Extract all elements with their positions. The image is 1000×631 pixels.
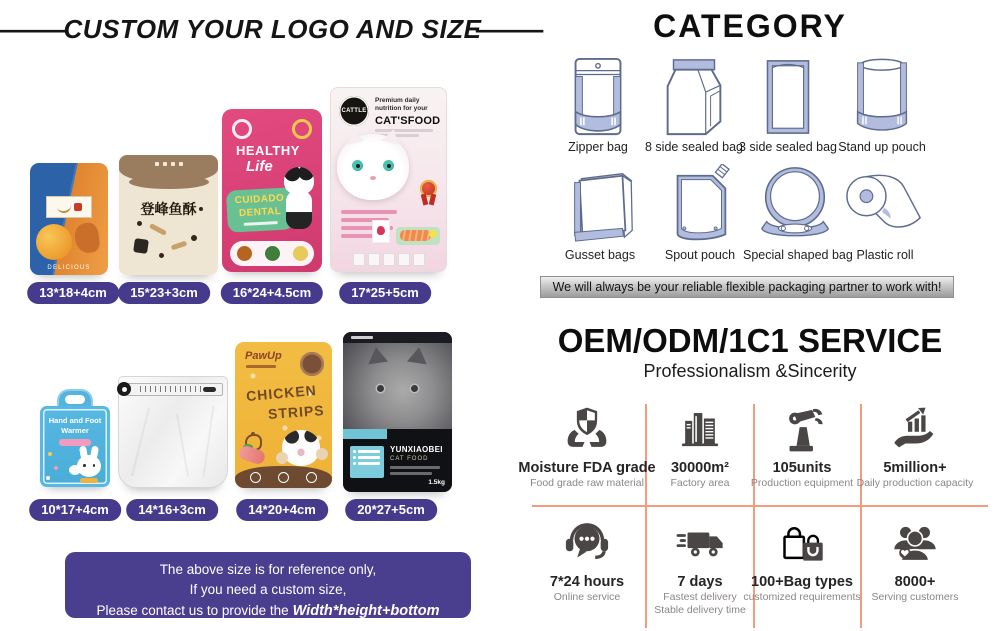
bag3-title-line2: Life: [246, 158, 273, 175]
zipper-strip: [123, 383, 223, 396]
bag2-wave-decor: [129, 175, 209, 189]
stat-daily-capacity: [855, 406, 975, 489]
shopping-bags-icon: [777, 520, 827, 570]
stat-title: 8000+: [894, 574, 936, 590]
black-badge-decor: [133, 238, 149, 254]
zipper-ruler-ticks: [140, 386, 202, 392]
bag2-title: 登峰鱼酥: [140, 201, 197, 217]
spout-pouch-icon: [654, 164, 746, 246]
crease-decor: [175, 413, 189, 477]
food-dot: [265, 246, 280, 261]
cattle-logo: CATTLE: [339, 96, 369, 126]
bunny-ear: [79, 445, 88, 459]
headset-chat-icon: [562, 520, 612, 570]
zipper-tab: [203, 387, 216, 392]
product-bag-white-zipper-pouch: [118, 376, 228, 488]
plastic-roll-icon: [839, 164, 931, 246]
product-bag-healthy-life: [222, 109, 322, 272]
page-title: [0, 14, 545, 45]
award-rosette: [420, 180, 437, 197]
chicken-card-illustration: [372, 220, 390, 243]
product-bag-hand-warmer: [40, 389, 110, 487]
snack-illustration: [171, 241, 188, 251]
crease-decor: [131, 408, 151, 477]
bunny-eye: [93, 464, 96, 467]
shield-hands-icon: [562, 406, 612, 456]
cat-ear: [344, 127, 365, 145]
title-text: CUSTOM YOUR LOGO AND SIZE: [63, 14, 482, 44]
customers-group-icon: [890, 520, 940, 570]
bag7-title-line1: CHICKEN: [245, 381, 318, 405]
size-label-pill: 20*27+5cm: [345, 499, 437, 521]
zipper-bag-icon: [552, 56, 644, 138]
size-label-pill: 14*20+4cm: [236, 499, 328, 521]
handle-hole: [65, 395, 85, 404]
bag4-tagline2: nutrition for your: [375, 105, 428, 113]
category-label: 8 side sealed bag: [645, 140, 743, 154]
rosette-ribbon: [429, 194, 437, 206]
red-seal-decor: [74, 203, 82, 211]
decor-spot: [191, 235, 197, 241]
stat-subtitle: Production equipment: [750, 477, 854, 489]
cat-ear: [366, 346, 388, 365]
size-label-pill: 10*17+4cm: [29, 499, 121, 521]
paw-decor: [316, 448, 328, 460]
brand-label: [46, 196, 92, 218]
bag5-body: [40, 406, 110, 487]
food-strip: [230, 241, 314, 266]
bag8-top-seal: [343, 332, 452, 343]
size-label-pill: 14*16+3cm: [126, 499, 218, 521]
delivery-truck-icon: [675, 520, 725, 570]
stat-production-equipment: [742, 406, 862, 489]
badge-ring-left: [232, 119, 252, 139]
decor-spot: [199, 207, 203, 211]
brand-script-decor: [56, 200, 72, 214]
bunny-eye: [83, 464, 86, 467]
crease-decor: [202, 405, 215, 477]
stat-serving-customers: [855, 520, 975, 603]
size-label-pill: 16*24+4.5cm: [221, 282, 323, 304]
feature-dot: [278, 472, 289, 483]
size-reference-note: [65, 552, 471, 618]
note-line3-text: Please contact us to provide the: [96, 602, 289, 618]
round-badge-decor: [300, 352, 324, 376]
size-label-pill: 15*23+3cm: [118, 282, 210, 304]
category-item-special-shaped: [743, 164, 853, 262]
decor-dot: [48, 452, 52, 456]
product-bag-chicken-strips: [235, 342, 332, 488]
bag5-title-line1: Hand and Foot: [48, 416, 102, 425]
bag4-tagline1: Premium daily: [375, 97, 420, 104]
category-label: Stand up pouch: [838, 140, 926, 154]
factory-icon: [675, 406, 725, 456]
size-label-pill: 17*25+5cm: [339, 282, 431, 304]
peach-illustration: [36, 224, 72, 260]
decor-dot: [54, 466, 58, 470]
growth-chart-hand-icon: [890, 406, 940, 456]
pawup-brand: PawUp: [245, 350, 282, 362]
product-bag-fish-crisp: [119, 155, 218, 275]
badge-ring-right: [292, 119, 312, 139]
category-item-3-side-sealed: [736, 56, 840, 154]
note-highlight: Width*height+bottom: [292, 602, 440, 619]
stat-subtitle: Factory area: [670, 477, 730, 489]
snack-illustration: [149, 223, 167, 236]
cat-ear: [407, 346, 429, 365]
gusset-bag-icon: [554, 164, 646, 246]
squirrel-illustration: [73, 221, 101, 254]
food-dot: [293, 246, 308, 261]
size-label-pill: 13*18+4cm: [27, 282, 119, 304]
service-subtitle: Professionalism &Sincerity: [643, 361, 857, 381]
cat-ear: [382, 127, 403, 145]
stat-fda-grade: [518, 406, 656, 489]
info-box: [350, 446, 384, 478]
decor-spot: [159, 253, 164, 258]
stat-subtitle: Daily production capacity: [856, 477, 974, 489]
food-dot: [237, 246, 252, 261]
decor-bar: [244, 221, 278, 226]
bag8-subtitle: CAT FOOD: [390, 456, 429, 462]
product-bag-cats-food: [330, 87, 447, 272]
note-line1: The above size is for reference only,: [159, 562, 377, 577]
zipper-pull: [117, 382, 131, 396]
stat-title: 7 days: [677, 574, 723, 590]
bag1-bottom-text: DELICIOUS: [47, 265, 91, 271]
product-bag-squirrel-snack: [30, 163, 108, 275]
dental-badge: [226, 187, 294, 232]
bag5-title: [40, 416, 110, 446]
note-line3: [65, 601, 471, 623]
stat-subtitle: Fastest delivery: [663, 591, 737, 603]
title-dash-right: —: [476, 14, 546, 44]
stat-subtitle: customized requirements: [743, 591, 861, 603]
dental-badge-line1: CUIDADO: [234, 192, 285, 207]
title-dash-left: —: [0, 14, 69, 44]
meat-illustration: [237, 444, 266, 465]
product-bag-yunxiaobei: [343, 332, 452, 492]
stat-title: Moisture FDA grade: [518, 460, 656, 476]
cat-illustration: [337, 134, 409, 200]
grid-divider-horizontal: [532, 505, 988, 507]
stat-title: 100+Bag types: [751, 574, 853, 590]
category-item-gusset-bags: [548, 164, 652, 262]
stat-subtitle2: Stable delivery time: [654, 604, 746, 616]
category-item-zipper-bag: [546, 56, 650, 154]
cat-nose: [370, 176, 376, 180]
category-item-stand-up-pouch: [830, 56, 934, 154]
cat-eye: [411, 385, 418, 392]
teal-tag-strip: [343, 429, 387, 439]
service-title: OEM/ODM/1C1 SERVICE: [557, 322, 943, 359]
decor-text-bar: [341, 210, 397, 214]
stat-bag-types: [742, 520, 862, 603]
stat-title: 5million+: [883, 460, 947, 476]
category-label: Special shaped bag: [743, 248, 853, 262]
decor-bar: [246, 365, 276, 368]
category-item-spout-pouch: [648, 164, 752, 262]
bag8-weight: 1.5kg: [428, 479, 445, 486]
salmon-dish-illustration: [396, 227, 440, 245]
eight-side-sealed-bag-icon: [648, 56, 740, 138]
category-item-8-side-sealed: [642, 56, 746, 154]
category-label: Plastic roll: [856, 248, 914, 262]
category-label: 3 side sealed bag: [739, 140, 837, 154]
stat-online-service: [527, 520, 647, 603]
category-label: Zipper bag: [568, 140, 628, 154]
stand-up-pouch-icon: [836, 56, 928, 138]
bag7-title-line2: STRIPS: [267, 402, 326, 422]
info-squares: [353, 253, 425, 266]
decor-bar: [59, 439, 91, 446]
category-item-plastic-roll: [833, 164, 937, 262]
decor-spot: [137, 221, 142, 226]
paw-decor: [276, 452, 288, 464]
dental-badge-line2: DENTAL: [238, 205, 282, 219]
decor-dots: [155, 162, 183, 166]
three-side-sealed-bag-icon: [742, 56, 834, 138]
bag4-title: CAT'SFOOD: [375, 114, 441, 127]
robot-arm-icon: [777, 406, 827, 456]
decor-text-bar: [390, 466, 440, 469]
stat-subtitle: Online service: [553, 591, 621, 603]
decor-dot: [46, 476, 50, 480]
category-label: Spout pouch: [664, 248, 736, 262]
bag7-bottom-band: [235, 466, 332, 488]
cat-eye: [352, 160, 363, 171]
category-title: CATEGORY: [653, 8, 847, 44]
bag5-title-line2: Warmer: [61, 426, 89, 436]
stat-title: 30000m²: [670, 460, 730, 476]
feature-dot: [306, 472, 317, 483]
stat-title: 105units: [772, 460, 832, 476]
bag3-title-line1: HEALTHY: [236, 143, 300, 158]
dog-illustration: [282, 430, 320, 466]
stat-subtitle: Serving customers: [871, 591, 959, 603]
dog-illustration-body: [286, 191, 312, 229]
special-shaped-bag-icon: [749, 164, 841, 246]
partner-banner: We will always be your reliable flexible packaging partner to work with!: [540, 276, 954, 298]
stat-subtitle: Food grade raw material: [530, 477, 644, 489]
bunny-illustration: [77, 455, 101, 477]
decor-text-bar: [390, 472, 432, 475]
cat-photo-area: [343, 343, 452, 429]
note-line2: If you need a custom size,: [189, 582, 347, 598]
stat-title: 7*24 hours: [549, 574, 625, 590]
bunny-ear: [90, 445, 99, 459]
bag8-title: YUNXIAOBEI: [390, 445, 443, 454]
feature-dot: [250, 472, 261, 483]
category-label: Gusset bags: [564, 248, 636, 262]
rosette-ribbon: [421, 194, 429, 206]
cat-eye: [377, 385, 384, 392]
cat-eye: [383, 160, 394, 171]
bunny-scarf: [80, 478, 98, 483]
